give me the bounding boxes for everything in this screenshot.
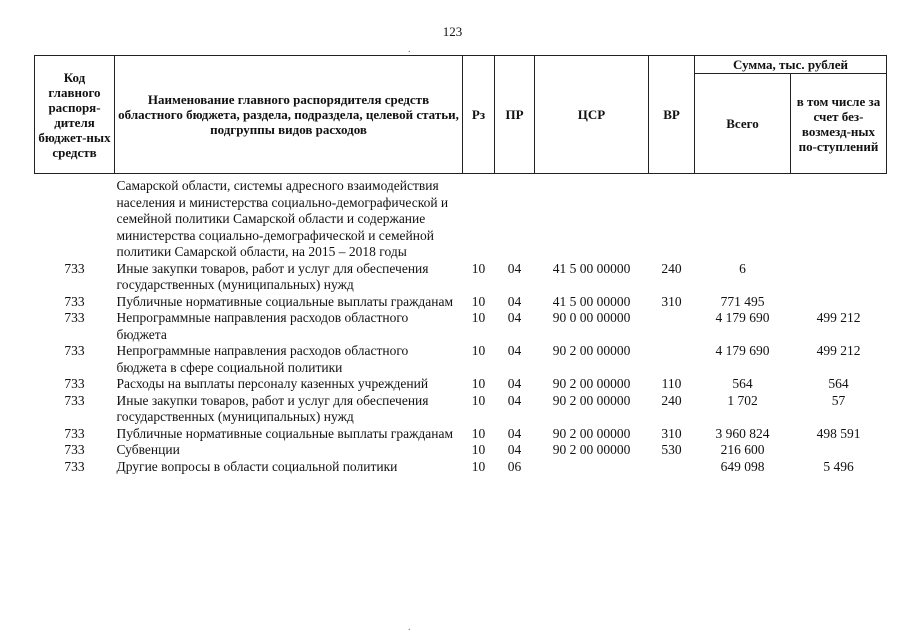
budget-table [34, 55, 887, 475]
row-vr: 310 [661, 293, 682, 309]
table-row [35, 310, 887, 343]
row-code: 733 [64, 310, 85, 325]
row-name: Иные закупки товаров, работ и услуг для обеспечения государственных (муниципальных) нужд [116, 392, 429, 424]
row-csr: 90 2 00 00000 [552, 425, 631, 441]
row-name: Субвенции [116, 442, 180, 457]
row-vr [649, 459, 695, 476]
row-pr: 04 [507, 343, 522, 358]
table-row [35, 393, 887, 426]
row-total: 1 702 [727, 392, 758, 408]
row-total: 649 098 [720, 458, 765, 474]
row-vr: 240 [661, 260, 682, 276]
header-rz: Рз [463, 56, 495, 174]
row-incl [791, 294, 887, 311]
row-incl: 499 212 [816, 343, 861, 358]
row-rz: 10 [471, 343, 486, 358]
row-incl: 5 496 [823, 458, 854, 474]
header-csr: ЦСР [535, 56, 649, 174]
row-code: 733 [64, 392, 85, 408]
row-code: 733 [64, 260, 85, 276]
row-vr: 240 [661, 392, 682, 408]
row-pr: 04 [507, 260, 522, 276]
row-vr: 310 [661, 425, 682, 441]
row-csr: 90 2 00 00000 [552, 392, 631, 408]
row-incl: 564 [828, 376, 849, 391]
row-code: 733 [64, 293, 85, 309]
row-pr: 04 [507, 376, 522, 391]
row-pr: 04 [507, 310, 522, 325]
row-total: 6 [739, 260, 746, 276]
row-total: 3 960 824 [715, 425, 770, 441]
continuation-row [35, 174, 887, 261]
row-vr: 530 [661, 442, 682, 457]
row-rz: 10 [471, 392, 486, 408]
row-csr: 90 2 00 00000 [552, 343, 631, 358]
row-csr: 90 2 00 00000 [552, 376, 631, 391]
row-code: 733 [64, 458, 85, 474]
row-name: Публичные нормативные социальные выплаты гражданам [116, 293, 454, 309]
row-total: 4 179 690 [715, 343, 770, 358]
row-total: 564 [732, 376, 753, 391]
page-number: 123 [442, 24, 463, 39]
table-row [35, 294, 887, 311]
row-rz: 10 [471, 293, 486, 309]
header-vr: ВР [649, 56, 695, 174]
row-csr: 41 5 00 00000 [552, 293, 631, 309]
row-name: Иные закупки товаров, работ и услуг для обеспечения государственных (муниципальных) нужд [116, 260, 429, 292]
table-row [35, 261, 887, 294]
table-row [35, 442, 887, 459]
row-total: 771 495 [720, 293, 765, 309]
scan-speck: . [408, 44, 411, 55]
row-name: Непрограммные направления расходов областного бюджета в сфере социальной политики [116, 343, 409, 375]
row-total: 216 600 [720, 442, 765, 457]
row-csr: 90 2 00 00000 [552, 442, 631, 457]
row-pr: 04 [507, 442, 522, 457]
row-code: 733 [64, 442, 85, 457]
row-rz: 10 [471, 310, 486, 325]
row-vr [649, 310, 695, 343]
row-incl [791, 261, 887, 294]
continuation-text: Самарской области, системы адресного взаимодействия населения и министерства социально-демографической и семейной политики Самарской области и содержание министерства социально-демографической и семейной политики Самарской области, на 2015 – 2018 годы [116, 178, 449, 259]
row-total: 4 179 690 [715, 310, 770, 325]
row-code: 733 [64, 425, 85, 441]
row-vr [649, 343, 695, 376]
scan-speck: . [408, 622, 411, 633]
row-rz: 10 [471, 458, 486, 474]
row-name: Другие вопросы в области социальной политики [116, 458, 398, 474]
row-pr: 04 [507, 425, 522, 441]
row-pr: 04 [507, 293, 522, 309]
row-name: Публичные нормативные социальные выплаты гражданам [116, 425, 454, 441]
row-vr: 110 [661, 376, 682, 391]
row-csr [535, 459, 649, 476]
row-code: 733 [64, 343, 85, 358]
header-code: Код главного распоря-дителя бюджет-ных средств [35, 56, 115, 174]
row-incl [791, 442, 887, 459]
row-rz: 10 [471, 376, 486, 391]
row-csr: 41 5 00 00000 [552, 260, 631, 276]
header-name: Наименование главного распорядителя средств областного бюджета, раздела, подраздела, целевой статьи, подгруппы видов расходов [115, 56, 463, 174]
header-incl: в том числе за счет без-возмезд-ных по-ступлений [791, 74, 887, 174]
row-pr: 06 [507, 458, 522, 474]
row-incl: 499 212 [816, 310, 861, 325]
row-rz: 10 [471, 425, 486, 441]
row-name: Расходы на выплаты персоналу казенных учреждений [116, 376, 429, 391]
row-code: 733 [64, 376, 85, 391]
table-row [35, 426, 887, 443]
row-rz: 10 [471, 442, 486, 457]
header-total: Всего [695, 74, 791, 174]
table-row [35, 343, 887, 376]
row-pr: 04 [507, 392, 522, 408]
row-incl: 57 [831, 392, 846, 408]
header-sum-group: Сумма, тыс. рублей [695, 56, 887, 74]
header-pr: ПР [495, 56, 535, 174]
table-row [35, 459, 887, 476]
table-row [35, 376, 887, 393]
row-rz: 10 [471, 260, 486, 276]
row-name: Непрограммные направления расходов областного бюджета [116, 310, 409, 342]
row-incl: 498 591 [816, 425, 861, 441]
row-csr: 90 0 00 00000 [552, 310, 631, 325]
